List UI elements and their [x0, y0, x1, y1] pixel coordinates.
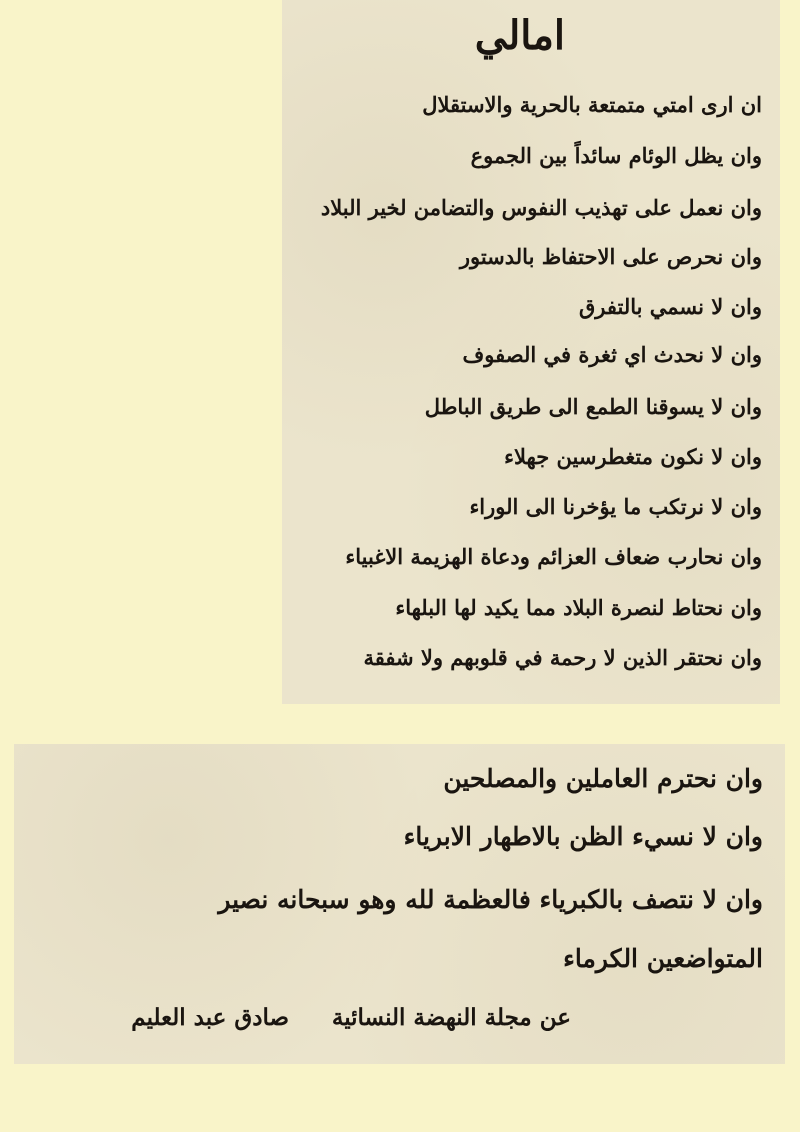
- clipping-title: امالي: [474, 12, 565, 59]
- text-line: وان نحترم العاملين والمصلحين: [443, 764, 763, 793]
- text-line: وان لا نكون متغطرسين جهلاء: [504, 444, 762, 469]
- text-line: المتواضعين الكرماء: [563, 944, 763, 973]
- text-line: وان لا نحدث اي ثغرة في الصفوف: [462, 342, 762, 367]
- text-line: وان يظل الوئام سائداً بين الجموع: [470, 143, 762, 168]
- text-line: وان لا نسيء الظن بالاطهار الابرياء: [403, 822, 763, 851]
- text-line: وان لا نرتكب ما يؤخرنا الى الوراء: [469, 494, 762, 519]
- text-line: وان نحتقر الذين لا رحمة في قلوبهم ولا شفقة: [363, 645, 762, 670]
- bottom-clipping: [14, 744, 785, 1064]
- author-signature: صادق عبد العليم: [131, 1004, 289, 1031]
- text-line: وان لا نسمي بالتفرق: [578, 294, 762, 319]
- text-line: وان لا نتصف بالكبرياء فالعظمة لله وهو سبحانه نصير: [218, 885, 763, 914]
- top-clipping: [282, 0, 780, 704]
- text-line: وان نحرص على الاحتفاظ بالدستور: [459, 244, 762, 269]
- text-line: ان ارى امتي متمتعة بالحرية والاستقلال: [422, 92, 762, 117]
- text-line: وان لا يسوقنا الطمع الى طريق الباطل: [424, 394, 762, 419]
- text-line: وان نعمل على تهذيب النفوس والتضامن لخير البلاد: [320, 195, 762, 220]
- source-attribution: عن مجلة النهضة النسائية: [331, 1004, 571, 1031]
- text-line: وان نحتاط لنصرة البلاد مما يكيد لها البلهاء: [395, 595, 762, 620]
- text-line: وان نحارب ضعاف العزائم ودعاة الهزيمة الاغبياء: [345, 544, 762, 569]
